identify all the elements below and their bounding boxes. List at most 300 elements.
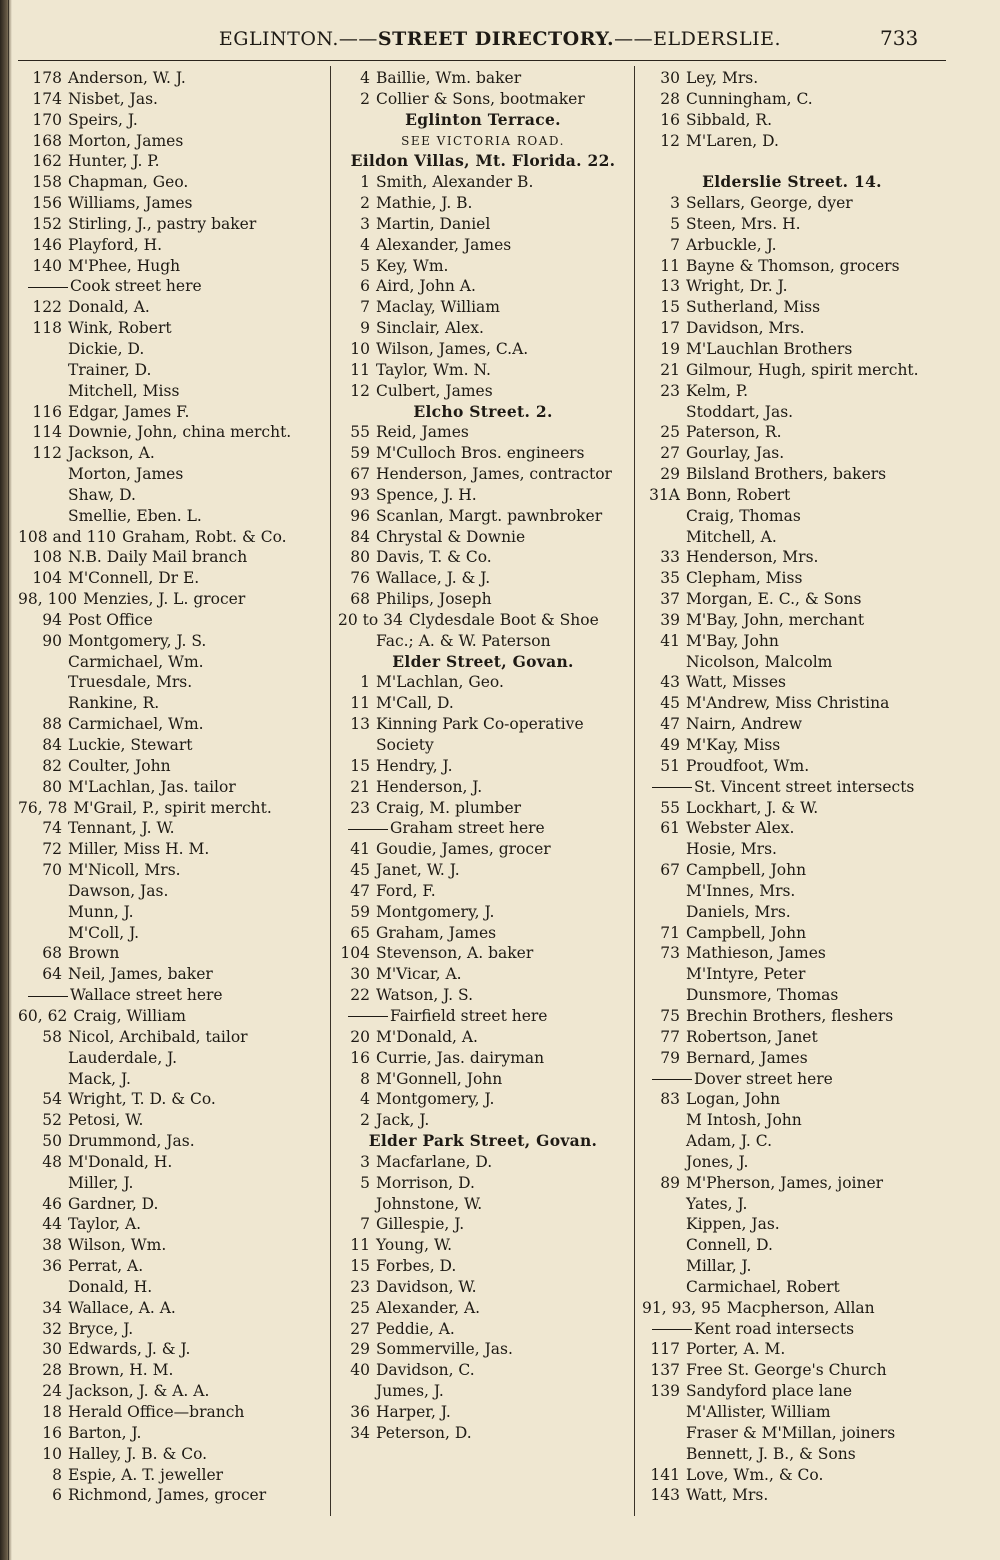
directory-entry (338, 193, 628, 214)
house-number: 19 (660, 339, 680, 358)
occupant-name: M'Coll, J. (68, 923, 140, 942)
house-number: 76 (350, 569, 370, 588)
street-heading: Elderslie Street. 14. (702, 172, 882, 192)
directory-entry (642, 1339, 942, 1360)
column-divider-1 (330, 66, 331, 1516)
house-number: 49 (660, 736, 680, 754)
house-number: 117 (650, 1340, 680, 1359)
house-number: 11 (660, 256, 680, 275)
blank-line (642, 151, 942, 172)
house-number: 170 (32, 110, 62, 129)
occupant-name: Perrat, A. (68, 1257, 144, 1276)
house-number: 58 (42, 1027, 62, 1046)
house-number: 33 (660, 548, 680, 567)
header-center: STREET DIRECTORY. (377, 28, 615, 50)
directory-entry (338, 214, 628, 235)
house-number: 68 (42, 944, 62, 963)
occupant-name: Taylor, A. (68, 1215, 142, 1234)
directory-entry (642, 1277, 942, 1298)
occupant-name: Neil, James, baker (68, 965, 213, 984)
house-number: 55 (660, 798, 680, 817)
house-number: 104 (32, 569, 62, 588)
column-1 (18, 68, 326, 1506)
directory-entry (642, 89, 942, 110)
occupant-name: Society (376, 736, 434, 754)
house-number: 7 (360, 1215, 370, 1234)
occupant-name: Drummond, Jas. (68, 1132, 195, 1151)
occupant-name: Harper, J. (376, 1403, 451, 1421)
occupant-name: Truesdale, Mrs. (68, 673, 193, 692)
occupant-name: Campbell, John (686, 923, 807, 942)
occupant-name: M'Innes, Mrs. (686, 881, 796, 900)
directory-entry (18, 1444, 326, 1465)
directory-entry (642, 985, 942, 1006)
occupant-name: Wright, T. D. & Co. (68, 1090, 216, 1109)
occupant-name: Henderson, James, contractor (376, 465, 612, 484)
directory-entry (338, 1298, 628, 1319)
street-heading: Elder Park Street, Govan. (368, 1131, 598, 1151)
directory-entry (642, 964, 942, 985)
occupant-name: Alexander, James (376, 235, 512, 254)
occupant-name: M'Andrew, Miss Christina (686, 694, 890, 713)
directory-entry (18, 1256, 326, 1277)
occupant-name: Connell, D. (686, 1236, 773, 1255)
occupant-name: Wallace, J. & J. (376, 569, 491, 588)
house-number: 162 (32, 152, 62, 171)
directory-entry (642, 1402, 942, 1423)
directory-entry (338, 1339, 628, 1360)
occupant-name: Kinning Park Co-operative (376, 715, 584, 734)
occupant-name: Scanlan, Margt. pawnbroker (376, 506, 603, 525)
occupant-name: M'Donald, A. (376, 1027, 478, 1046)
occupant-name: Jack, J. (376, 1111, 430, 1130)
occupant-name: Henderson, J. (376, 777, 483, 796)
directory-entry (338, 756, 628, 777)
directory-entry (642, 1256, 942, 1277)
occupant-name: Davidson, C. (376, 1361, 475, 1380)
directory-entry (18, 339, 326, 360)
directory-entry (18, 360, 326, 381)
header-right: ELDERSLIE. (653, 28, 782, 50)
occupant-name: M'Pherson, James, joiner (686, 1173, 884, 1192)
directory-entry (642, 1444, 942, 1465)
directory-entry (18, 297, 326, 318)
occupant-name: Webster Alex. (686, 819, 795, 838)
occupant-name: Peterson, D. (376, 1423, 472, 1442)
intersection-note: Cook street here (18, 276, 326, 297)
occupant-name: Edgar, James F. (68, 402, 190, 421)
directory-entry (18, 631, 326, 652)
directory-entry (338, 672, 628, 693)
directory-entry (338, 714, 628, 735)
house-number: 94 (42, 610, 62, 629)
occupant-name: Wink, Robert (68, 319, 172, 338)
house-number: 52 (42, 1111, 62, 1130)
house-number: 45 (660, 694, 680, 713)
directory-entry (642, 1006, 942, 1027)
street-heading: Eildon Villas, Mt. Florida. 22. (350, 151, 616, 171)
occupant-name: Young, W. (376, 1236, 453, 1255)
occupant-name: Daniels, Mrs. (686, 902, 791, 921)
house-number: 6 (52, 1486, 62, 1505)
directory-entry (18, 610, 326, 631)
occupant-name: Miller, J. (68, 1173, 134, 1192)
house-number: 22 (350, 986, 370, 1005)
occupant-name: Dickie, D. (68, 339, 145, 358)
occupant-name: M'Intyre, Peter (686, 965, 806, 984)
house-number: 2 (360, 1111, 370, 1130)
directory-entry (642, 402, 942, 423)
directory-entry (18, 1194, 326, 1215)
occupant-name: Post Office (68, 610, 153, 629)
directory-entry (18, 422, 326, 443)
occupant-name: Craig, William (73, 1006, 186, 1025)
house-number: 24 (42, 1382, 62, 1401)
house-number: 34 (42, 1298, 62, 1317)
occupant-name: Spence, J. H. (376, 485, 477, 504)
house-number: 60, 62 (18, 1006, 68, 1025)
directory-entry (642, 1194, 942, 1215)
occupant-name: Millar, J. (686, 1257, 752, 1276)
house-number: 36 (42, 1257, 62, 1276)
directory-entry (338, 1048, 628, 1069)
house-number: 122 (32, 298, 62, 317)
house-number: 20 (350, 1027, 370, 1046)
occupant-name: Petosi, W. (68, 1111, 144, 1130)
occupant-name: Wilson, Wm. (68, 1236, 167, 1255)
house-number: 28 (42, 1361, 62, 1380)
occupant-name: Watson, J. S. (376, 986, 474, 1005)
directory-entry (18, 485, 326, 506)
cross-reference: SEE VICTORIA ROAD. (401, 133, 565, 148)
directory-entry (338, 339, 628, 360)
directory-entry (18, 256, 326, 277)
house-number: 3 (360, 214, 370, 233)
house-number: 8 (52, 1465, 62, 1484)
house-number: 137 (650, 1361, 680, 1380)
occupant-name: Sutherland, Miss (686, 298, 821, 317)
house-number: 3 (670, 194, 680, 213)
street-heading: Eglinton Terrace. (405, 109, 561, 129)
house-number: 48 (42, 1152, 62, 1171)
house-number: 5 (670, 214, 680, 233)
occupant-name: Peddie, A. (376, 1319, 455, 1338)
occupant-name: Nisbet, Jas. (68, 89, 158, 108)
occupant-name: Williams, James (68, 194, 193, 213)
house-number: 43 (660, 673, 680, 692)
directory-entry (18, 68, 326, 89)
house-number: 27 (350, 1319, 370, 1338)
directory-entry (18, 1402, 326, 1423)
house-number: 35 (660, 569, 680, 588)
occupant-name: Davis, T. & Co. (376, 548, 492, 567)
occupant-name: Bonn, Robert (686, 485, 791, 504)
occupant-name: Brechin Brothers, fleshers (686, 1006, 894, 1025)
directory-entry (18, 1214, 326, 1235)
occupant-name: Montgomery, J. S. (68, 631, 207, 650)
house-number: 31A (649, 485, 680, 504)
directory-entry (642, 693, 942, 714)
house-number: 21 (350, 777, 370, 796)
occupant-name: Macfarlane, D. (376, 1152, 493, 1171)
directory-entry (18, 1110, 326, 1131)
occupant-name: Trainer, D. (68, 360, 152, 379)
directory-entry (18, 714, 326, 735)
occupant-name: Stoddart, Jas. (686, 402, 794, 421)
house-number: 34 (350, 1423, 370, 1442)
occupant-name: Hunter, J. P. (68, 152, 160, 171)
house-number: 32 (42, 1319, 62, 1338)
directory-entry (642, 923, 942, 944)
directory-entry (338, 568, 628, 589)
house-number: 84 (350, 527, 370, 546)
directory-entry (18, 527, 326, 548)
directory-entry (18, 1485, 326, 1506)
house-number: 116 (32, 402, 62, 421)
occupant-name: Morton, James (68, 131, 184, 150)
directory-entry (18, 443, 326, 464)
directory-entry (18, 902, 326, 923)
house-number: 84 (42, 736, 62, 754)
directory-entry (18, 1381, 326, 1402)
occupant-name: Cunningham, C. (686, 89, 813, 108)
occupant-name: Aird, John A. (376, 277, 476, 296)
running-header (150, 28, 850, 58)
house-number: 4 (360, 69, 370, 87)
occupant-name: Menzies, J. L. grocer (83, 590, 246, 609)
occupant-name: Taylor, Wm. N. (376, 360, 491, 379)
occupant-name: Robertson, Janet (686, 1027, 818, 1046)
house-number: 36 (350, 1403, 370, 1421)
intersection-note: Kent road intersects (642, 1319, 942, 1340)
directory-entry (18, 547, 326, 568)
binding-line (8, 0, 9, 1560)
directory-entry (642, 360, 942, 381)
house-number: 1 (360, 673, 370, 692)
house-number: 139 (650, 1382, 680, 1401)
directory-entry (338, 381, 628, 402)
occupant-name: Herald Office—branch (68, 1403, 245, 1421)
house-number: 82 (42, 756, 62, 775)
directory-entry (338, 89, 628, 110)
directory-entry (18, 860, 326, 881)
occupant-name: Graham, James (376, 923, 497, 942)
house-number: 21 (660, 360, 680, 379)
occupant-name: Morrison, D. (376, 1173, 475, 1192)
house-number: 96 (350, 506, 370, 525)
occupant-name: Anderson, W. J. (68, 69, 186, 87)
directory-entry (18, 1131, 326, 1152)
occupant-name: Adam, J. C. (686, 1132, 773, 1151)
occupant-name: Stevenson, A. baker (376, 944, 534, 963)
directory-entry (642, 318, 942, 339)
house-number: 29 (660, 465, 680, 484)
occupant-name: Bennett, J. B., & Sons (686, 1444, 856, 1463)
occupant-name: Johnstone, W. (376, 1194, 483, 1213)
directory-entry (18, 923, 326, 944)
directory-entry (18, 756, 326, 777)
house-number: 5 (360, 256, 370, 275)
directory-entry (642, 443, 942, 464)
directory-entry (338, 1381, 628, 1402)
directory-entry (642, 714, 942, 735)
column-2 (338, 68, 628, 1444)
directory-entry (642, 610, 942, 631)
occupant-name: Henderson, Mrs. (686, 548, 819, 567)
directory-entry (642, 464, 942, 485)
occupant-name: Smellie, Eben. L. (68, 506, 202, 525)
directory-entry (338, 422, 628, 443)
directory-entry (338, 1069, 628, 1090)
directory-entry (18, 1360, 326, 1381)
occupant-name: Morgan, E. C., & Sons (686, 590, 862, 609)
directory-entry (642, 131, 942, 152)
occupant-name: M'Nicoll, Mrs. (68, 861, 181, 880)
street-heading: Elcho Street. 2. (413, 401, 553, 421)
occupant-name: M'Bay, John (686, 631, 779, 650)
occupant-name: Davidson, W. (376, 1277, 477, 1296)
occupant-name: M'Lauchlan Brothers (686, 339, 853, 358)
occupant-name: Downie, John, china mercht. (68, 423, 292, 442)
occupant-name: Watt, Misses (686, 673, 787, 692)
house-number: 108 and 110 (18, 527, 117, 546)
house-number: 88 (42, 715, 62, 734)
directory-entry (18, 1069, 326, 1090)
house-number: 50 (42, 1132, 62, 1151)
occupant-name: Chapman, Geo. (68, 173, 189, 192)
occupant-name: Halley, J. B. & Co. (68, 1444, 208, 1463)
directory-entry (642, 235, 942, 256)
directory-entry (642, 631, 942, 652)
directory-entry (338, 943, 628, 964)
directory-entry (642, 860, 942, 881)
directory-entry (18, 1173, 326, 1194)
directory-entry (18, 1089, 326, 1110)
house-number: 71 (660, 923, 680, 942)
house-number: 11 (350, 360, 370, 379)
header-rule-right: —— (614, 28, 654, 50)
header-rule (18, 60, 946, 61)
occupant-name: Espie, A. T. jeweller (68, 1465, 224, 1484)
directory-entry (338, 693, 628, 714)
occupant-name: Montgomery, J. (376, 1090, 495, 1109)
directory-entry (338, 68, 628, 89)
directory-entry (338, 610, 628, 631)
occupant-name: Baillie, Wm. baker (376, 69, 522, 87)
house-number: 59 (350, 902, 370, 921)
occupant-name: Gilmour, Hugh, spirit mercht. (686, 360, 919, 379)
directory-entry (338, 1402, 628, 1423)
occupant-name: Fac.; A. & W. Paterson (376, 631, 551, 650)
directory-entry (338, 839, 628, 860)
occupant-name: N.B. Daily Mail branch (68, 548, 248, 567)
occupant-name: M Intosh, John (686, 1111, 802, 1130)
house-number: 91, 93, 95 (642, 1298, 721, 1317)
occupant-name: M'Lachlan, Geo. (376, 673, 504, 692)
house-number: 67 (350, 465, 370, 484)
house-number: 16 (350, 1048, 370, 1067)
occupant-name: Brown, H. M. (68, 1361, 174, 1380)
occupant-name: M'Allister, William (686, 1403, 831, 1421)
house-number: 15 (660, 298, 680, 317)
column-divider-2 (634, 66, 635, 1516)
house-number: 76, 78 (18, 798, 68, 817)
directory-entry (18, 818, 326, 839)
house-number: 80 (42, 777, 62, 796)
occupant-name: Campbell, John (686, 861, 807, 880)
occupant-name: M'Call, D. (376, 694, 454, 713)
directory-entry (338, 172, 628, 193)
occupant-name: Free St. George's Church (686, 1361, 887, 1380)
occupant-name: Love, Wm., & Co. (686, 1465, 824, 1484)
directory-entry (642, 1214, 942, 1235)
occupant-name: Jumes, J. (376, 1382, 444, 1401)
occupant-name: M'Gonnell, John (376, 1069, 503, 1088)
directory-entry (642, 568, 942, 589)
occupant-name: Wilson, James, C.A. (376, 339, 529, 358)
occupant-name: Bryce, J. (68, 1319, 134, 1338)
house-number: 27 (660, 444, 680, 463)
house-number: 152 (32, 214, 62, 233)
directory-entry (642, 527, 942, 548)
directory-entry (18, 89, 326, 110)
occupant-name: Craig, Thomas (686, 506, 801, 525)
intersection-note: Fairfield street here (338, 1006, 628, 1027)
house-number: 65 (350, 923, 370, 942)
directory-entry (642, 1131, 942, 1152)
directory-entry (642, 339, 942, 360)
directory-entry (18, 1298, 326, 1319)
directory-entry (18, 402, 326, 423)
header-left: EGLINTON. (218, 28, 339, 50)
house-number: 104 (340, 944, 370, 963)
intersection-note: Wallace street here (18, 985, 326, 1006)
house-number: 73 (660, 944, 680, 963)
occupant-name: Gardner, D. (68, 1194, 159, 1213)
directory-entry (338, 881, 628, 902)
occupant-name: M'Phee, Hugh (68, 256, 181, 275)
directory-entry (642, 1048, 942, 1069)
occupant-name: Fraser & M'Millan, joiners (686, 1423, 896, 1442)
house-number: 7 (670, 235, 680, 254)
house-number: 10 (42, 1444, 62, 1463)
directory-entry (338, 297, 628, 318)
occupant-name: Luckie, Stewart (68, 736, 193, 754)
directory-entry (338, 985, 628, 1006)
occupant-name: Nairn, Andrew (686, 715, 802, 734)
directory-entry (18, 589, 326, 610)
occupant-name: Miller, Miss H. M. (68, 840, 210, 859)
occupant-name: Sinclair, Alex. (376, 319, 484, 338)
occupant-name: Goudie, James, grocer (376, 840, 551, 859)
house-number: 77 (660, 1027, 680, 1046)
directory-entry (642, 214, 942, 235)
directory-entry (338, 1152, 628, 1173)
directory-entry (642, 1089, 942, 1110)
directory-entry (338, 1027, 628, 1048)
occupant-name: Wallace, A. A. (68, 1298, 176, 1317)
directory-entry (338, 860, 628, 881)
directory-entry (338, 1360, 628, 1381)
occupant-name: Hendry, J. (376, 756, 453, 775)
occupant-name: Clepham, Miss (686, 569, 803, 588)
directory-entry (18, 1006, 326, 1027)
occupant-name: M'Bay, John, merchant (686, 610, 865, 629)
occupant-name: Steen, Mrs. H. (686, 214, 801, 233)
directory-entry (642, 1485, 942, 1506)
directory-entry (18, 964, 326, 985)
house-number: 75 (660, 1006, 680, 1025)
